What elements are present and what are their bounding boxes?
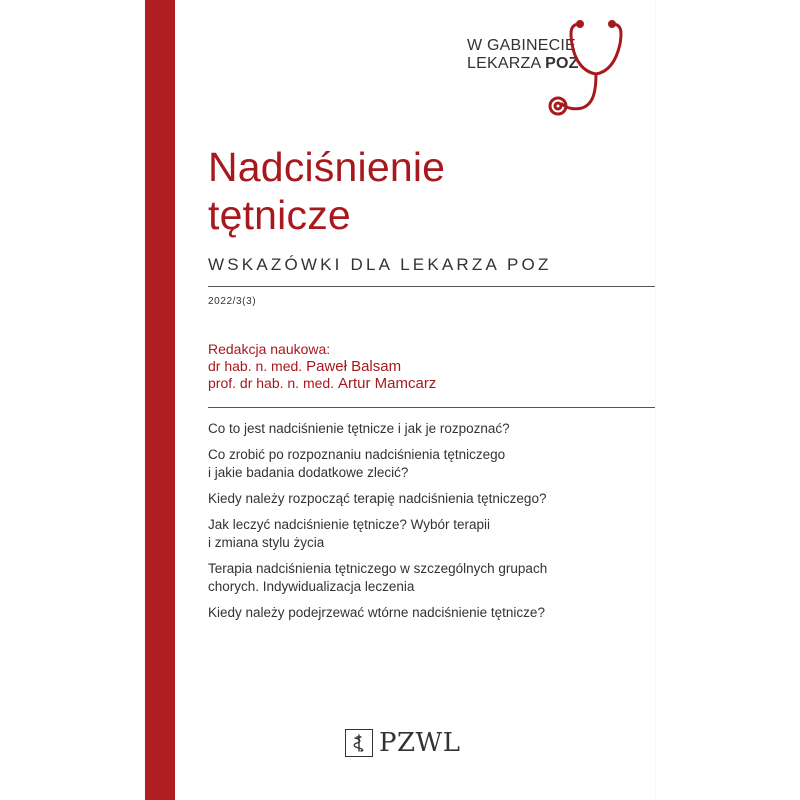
divider-top	[208, 286, 655, 287]
cover-spine	[145, 0, 175, 800]
editor-2	[208, 375, 436, 392]
title-line-1: Nadciśnienie	[208, 144, 446, 190]
book-subtitle: WSKAZÓWKI DLA LEKARZA POZ	[208, 255, 552, 274]
issue-number: 2022/3(3)	[208, 296, 257, 307]
editor-1-name: Paweł Balsam	[306, 358, 402, 375]
toc-item: Kiedy należy podejrzewać wtórne nadciśnienie tętnicze?	[208, 605, 545, 620]
editor-2-name: Artur Mamcarz	[337, 375, 437, 392]
book-cover	[145, 0, 655, 800]
editors-label: Redakcja naukowa:	[208, 341, 331, 357]
editor-2-prefix: prof. dr hab. n. med.	[208, 375, 338, 391]
publisher-name: PZWL	[379, 728, 461, 758]
editors-block	[208, 341, 436, 392]
toc-item: Co zrobić po rozpoznaniu nadciśnienia tętniczego i jakie badania dodatkowe zlecić?	[208, 447, 506, 480]
series-line-1: W GABINECIE	[467, 37, 576, 54]
toc-item: Jak leczyć nadciśnienie tętnicze? Wybór terapii i zmiana stylu życia	[208, 517, 491, 550]
toc-item: Kiedy należy rozpocząć terapię nadciśnienia tętniczego?	[208, 491, 547, 506]
series-line-2-bold: POZ	[545, 55, 579, 72]
book-title	[208, 143, 445, 239]
toc-item: Co to jest nadciśnienie tętnicze i jak je rozpoznać?	[208, 421, 510, 436]
toc-item: Terapia nadciśnienia tętniczego w szczególnych grupach chorych. Indywidualizacja leczenia	[208, 561, 548, 594]
stethoscope-icon	[540, 12, 640, 122]
series-line-2-regular: LEKARZA	[467, 55, 546, 72]
pzwl-logo-icon	[345, 729, 373, 757]
editor-1-prefix: dr hab. n. med.	[208, 358, 307, 374]
table-of-contents	[208, 420, 648, 630]
title-line-2: tętnicze	[208, 192, 351, 238]
editor-1	[208, 358, 436, 375]
publisher-logo	[345, 725, 461, 761]
divider-bottom	[208, 407, 655, 408]
